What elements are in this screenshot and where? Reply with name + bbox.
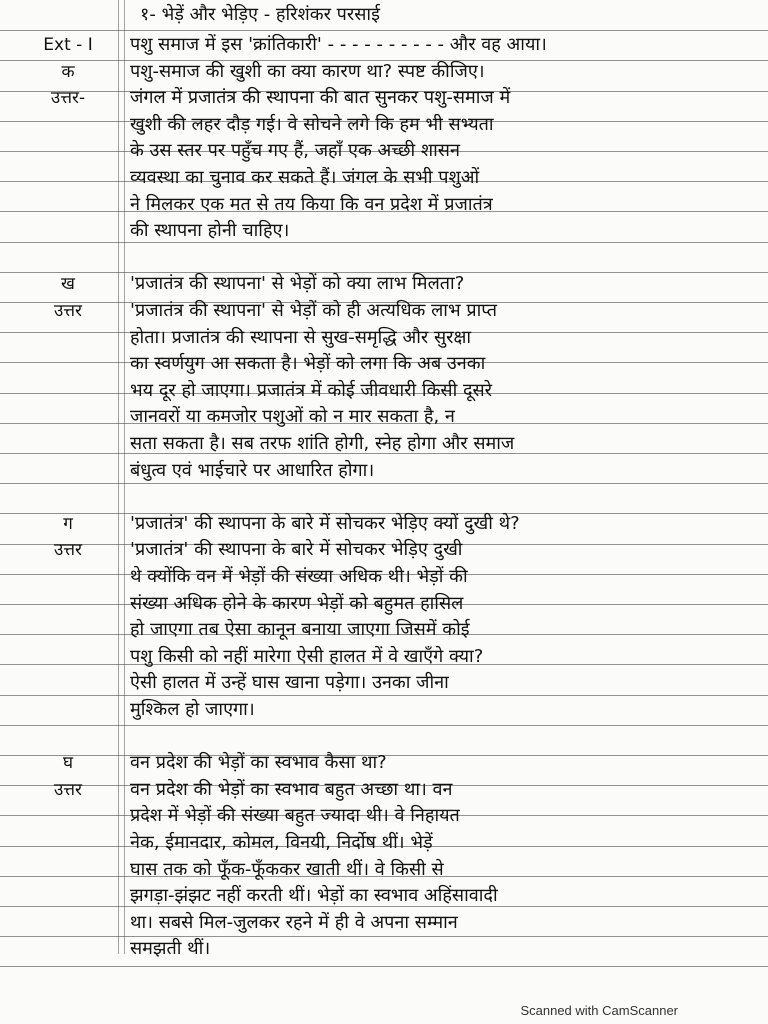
handwritten-line: व्यवस्था का चुनाव कर सकते हैं। जंगल के सभी पशुओं xyxy=(130,167,480,188)
text-row xyxy=(0,642,768,672)
text-row xyxy=(0,535,768,565)
question-label: ग xyxy=(63,513,73,534)
handwritten-line: भय दूर हो जाएगा। प्रजातंत्र में कोई जीवधारी किसी दूसरे xyxy=(130,379,493,401)
handwritten-line: वन प्रदेश की भेड़ों का स्वभाव कैसा था? xyxy=(130,752,387,774)
handwritten-line: समझती थीं। xyxy=(130,938,211,960)
text-row xyxy=(0,509,768,539)
text-row xyxy=(0,269,768,299)
question-label: उत्तर- xyxy=(50,88,86,109)
text-row xyxy=(0,881,768,911)
handwritten-line: थे क्योंकि वन में भेड़ों की संख्या अधिक थी। भेड़ों की xyxy=(130,566,468,587)
text-row xyxy=(0,243,768,273)
handwritten-line: 'प्रजातंत्र' की स्थापना के बारे में सोचकर भेड़िए क्यों दुखी थे? xyxy=(130,512,520,534)
handwritten-line: पशु समाज में इस 'क्रांतिकारी' - - - - - - - - - - और वह आया। xyxy=(130,34,547,55)
handwritten-line: पशु-समाज की खुशी का क्या कारण था? स्पष्ट कीजिए। xyxy=(130,60,485,82)
handwritten-line: ऐसी हालत में उन्हें घास खाना पड़ेगा। उनका जीना xyxy=(130,672,449,694)
question-label: क xyxy=(61,61,75,82)
text-row xyxy=(0,748,768,778)
handwritten-line: खुशी की लहर दौड़ गई। वे सोचने लगे कि हम भी सभ्यता xyxy=(130,113,494,135)
text-row xyxy=(0,908,768,938)
text-row xyxy=(0,30,768,60)
handwritten-line: 'प्रजातंत्र की स्थापना' से भेड़ों को क्या लाभ मिलता? xyxy=(130,273,465,295)
handwritten-line: पशु किसी को नहीं मारेगा ऐसी हालत में वे खाएँगे क्या? xyxy=(130,645,484,667)
handwritten-line: मुश्किल हो जाएगा। xyxy=(130,699,255,720)
text-row xyxy=(0,110,768,140)
handwritten-line: का स्वर्णयुग आ सकता है। भेड़ों को लगा कि अब उनका xyxy=(130,353,486,375)
text-row xyxy=(0,589,768,619)
text-row xyxy=(0,695,768,725)
scanner-watermark: Scanned with CamScanner xyxy=(520,1003,678,1018)
handwritten-line: के उस स्तर पर पहुँच गए हैं, जहाँ एक अच्छी शासन xyxy=(130,140,460,162)
text-row xyxy=(0,376,768,406)
question-label: घ xyxy=(62,753,74,774)
text-row xyxy=(0,456,768,486)
handwritten-line: जानवरों या कमजोर पशुओं को न मार सकता है, न xyxy=(130,406,455,428)
ruled-line xyxy=(0,966,768,967)
handwritten-line: 'प्रजातंत्र' की स्थापना के बारे में सोचकर भेड़िए दुखी xyxy=(130,539,463,561)
handwritten-line: प्रदेश में भेड़ों की संख्या बहुत ज्यादा थी। वे निहायत xyxy=(130,805,460,827)
question-label: Ext - I xyxy=(43,35,93,55)
page-title: १- भेड़ें और भेड़िए - हरिशंकर परसाई xyxy=(140,4,380,25)
handwritten-line: घास तक को फूँक-फूँककर खाती थीं। वे किसी से xyxy=(130,858,444,880)
text-row xyxy=(0,190,768,220)
handwritten-line: नेक, ईमानदार, कोमल, विनयी, निर्दोष थीं। भेड़ें xyxy=(130,832,433,853)
handwritten-line: 'प्रजातंत्र की स्थापना' से भेड़ों को ही अत्यधिक लाभ प्राप्त xyxy=(130,300,498,321)
handwritten-line: था। सबसे मिल-जुलकर रहने में ही वे अपना सम्मान xyxy=(130,911,458,933)
question-label: उत्तर xyxy=(53,301,83,321)
text-row xyxy=(0,562,768,592)
text-row xyxy=(0,83,768,113)
text-row xyxy=(0,429,768,459)
text-row xyxy=(0,482,768,512)
text-row xyxy=(0,668,768,698)
handwritten-line: सता सकता है। सब तरफ शांति होगी, स्नेह होगा और समाज xyxy=(130,433,515,454)
handwritten-line: वन प्रदेश की भेड़ों का स्वभाव बहुत अच्छा था। वन xyxy=(130,778,453,800)
text-row xyxy=(0,775,768,805)
handwritten-line: झगड़ा-झंझट नहीं करती थीं। भेड़ों का स्वभाव अहिंसावादी xyxy=(130,885,498,907)
text-row xyxy=(0,216,768,246)
handwritten-line: होता। प्रजातंत्र की स्थापना से सुख-समृद्धि और सुरक्षा xyxy=(130,326,472,348)
handwritten-line: हो जाएगा तब ऐसा कानून बनाया जाएगा जिसमें कोई xyxy=(130,619,470,641)
text-row xyxy=(0,163,768,193)
text-row xyxy=(0,615,768,645)
text-row xyxy=(0,801,768,831)
handwritten-line: जंगल में प्रजातंत्र की स्थापना की बात सुनकर पशु-समाज में xyxy=(130,87,511,109)
text-row xyxy=(0,722,768,752)
text-row xyxy=(0,136,768,166)
handwritten-line: ने मिलकर एक मत से तय किया कि वन प्रदेश में प्रजातंत्र xyxy=(130,193,493,215)
question-label: उत्तर xyxy=(53,540,83,561)
text-row xyxy=(0,934,768,964)
text-row xyxy=(0,828,768,858)
text-row xyxy=(0,349,768,379)
handwritten-line: संख्या अधिक होने के कारण भेड़ों को बहुमत हासिल xyxy=(130,592,464,614)
text-row xyxy=(0,402,768,432)
handwritten-line: की स्थापना होनी चाहिए। xyxy=(130,220,290,242)
text-row xyxy=(0,296,768,326)
text-row xyxy=(0,855,768,885)
question-label: ख xyxy=(61,274,75,295)
handwritten-line: बंधुत्व एवं भाईचारे पर आधारित होगा। xyxy=(130,459,375,481)
text-row xyxy=(0,57,768,87)
question-label: उत्तर xyxy=(53,779,83,800)
text-row xyxy=(0,323,768,353)
